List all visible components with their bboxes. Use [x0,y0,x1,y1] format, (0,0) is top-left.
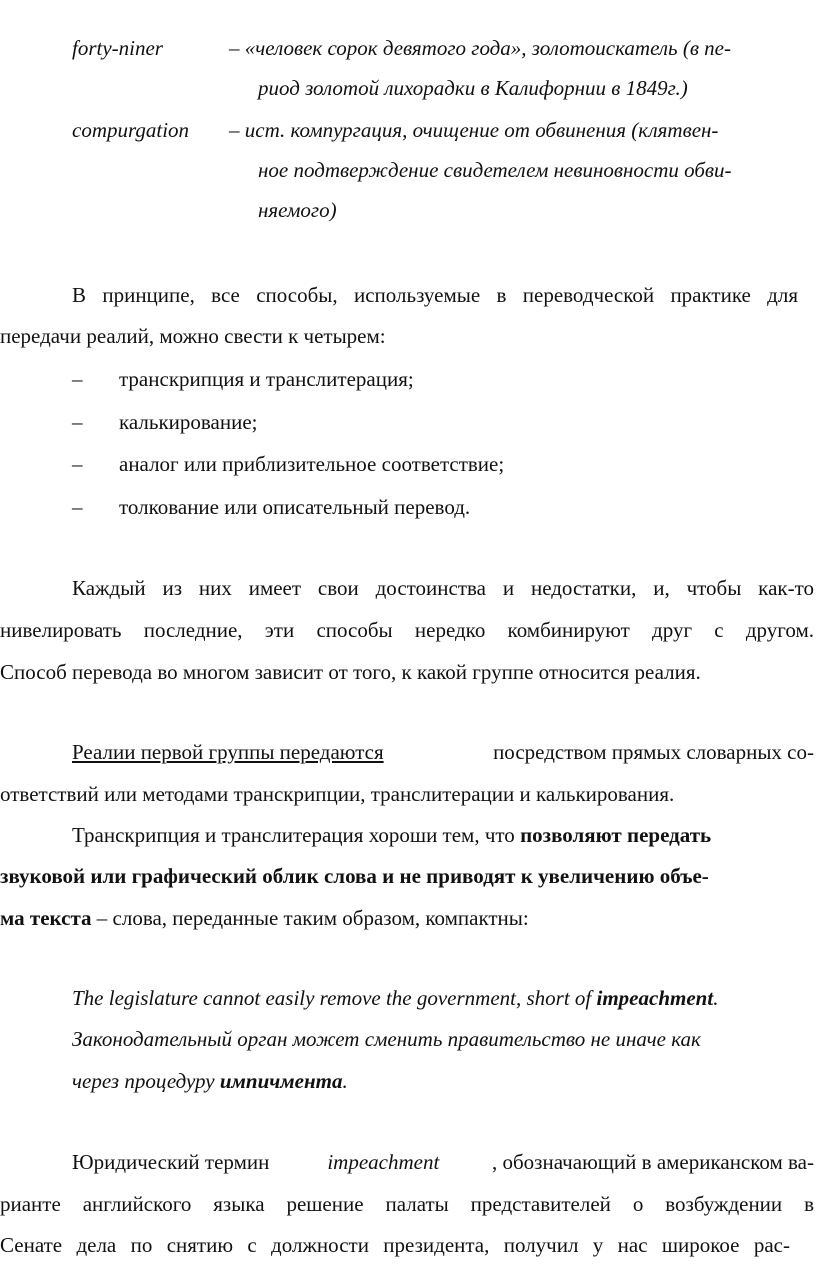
paragraph-line [72,1150,814,1175]
paragraph-line: передачи реалий, можно свести к четырем: [0,324,386,348]
paragraph-line: Способ перевода во многом зависит от того, к какой группе относится реалия. [0,660,701,684]
bold-phrase: ма текста [0,906,92,930]
text-run: . [713,986,719,1010]
paragraph-line: Сенате дела по снятию с должности президента, получил у нас широкое рас- [0,1233,790,1257]
paragraph-line: В принципе, все способы, используемые в переводческой практике для [72,283,798,307]
bold-term: impeachment [596,986,714,1010]
paragraph-line: Каждый из них имеет свои достоинства и недостатки, и, чтобы как-то [72,576,814,600]
glossary-definition-line: ное подтверждение свидетелем невиновности обви- [258,158,732,182]
list-dash: – [72,452,83,476]
bold-term: импичмента [219,1069,343,1093]
example-russian-line [72,1069,348,1094]
glossary-term: forty-niner [72,36,163,60]
example-russian-line: Законодательный орган может сменить правительство не иначе как [72,1027,701,1051]
list-item: толкование или описательный перевод. [119,495,471,519]
glossary-definition-line: риод золотой лихорадки в Калифорнии в 1849г.) [258,76,688,100]
text-run: The legislature cannot easily remove the government, short of [72,986,597,1010]
paragraph-line [72,823,711,848]
text-run: – слова, переданные таким образом, компактны: [91,906,529,930]
text-run: Транскрипция и транслитерация хороши тем, что [72,823,521,847]
text-run: через процедуру [72,1069,220,1093]
paragraph-line [72,740,814,765]
paragraph-line: ответствий или методами транскрипции, транслитерации и калькирования. [0,782,675,806]
glossary-definition-line: – «человек сорок девятого года», золотоискатель (в пе- [229,36,732,60]
paragraph-line: нивелировать последние, эти способы нередко комбинируют друг с другом. [0,618,814,642]
text-run: посредством прямых словарных со- [487,740,814,764]
text-run: . [342,1069,348,1093]
paragraph-line: рианте английского языка решение палаты представителей о возбуждении в [0,1192,814,1216]
list-item: аналог или приблизительное соответствие; [119,452,505,476]
bold-phrase: звуковой или графический облик слова и не приводят к увеличению объе- [0,864,709,888]
italic-term: impeachment [327,1150,440,1174]
example-english [72,986,718,1011]
list-item: калькирование; [119,410,258,434]
list-dash: – [72,367,83,391]
glossary-definition-line: – ист. компургация, очищение от обвинения (клятвен- [229,118,719,142]
glossary-term: compurgation [72,118,190,142]
underlined-phrase: Реалии первой группы передаются [72,740,384,764]
text-run: Юридический термин [72,1150,275,1174]
list-dash: – [72,410,83,434]
paragraph-line [0,906,529,931]
glossary-definition-line: няемого) [258,198,337,222]
list-item: транскрипция и транслитерация; [119,367,414,391]
bold-phrase: позволяют передать [520,823,712,847]
list-dash: – [72,495,83,519]
text-run: , обозначающий в американском ва- [491,1150,814,1174]
